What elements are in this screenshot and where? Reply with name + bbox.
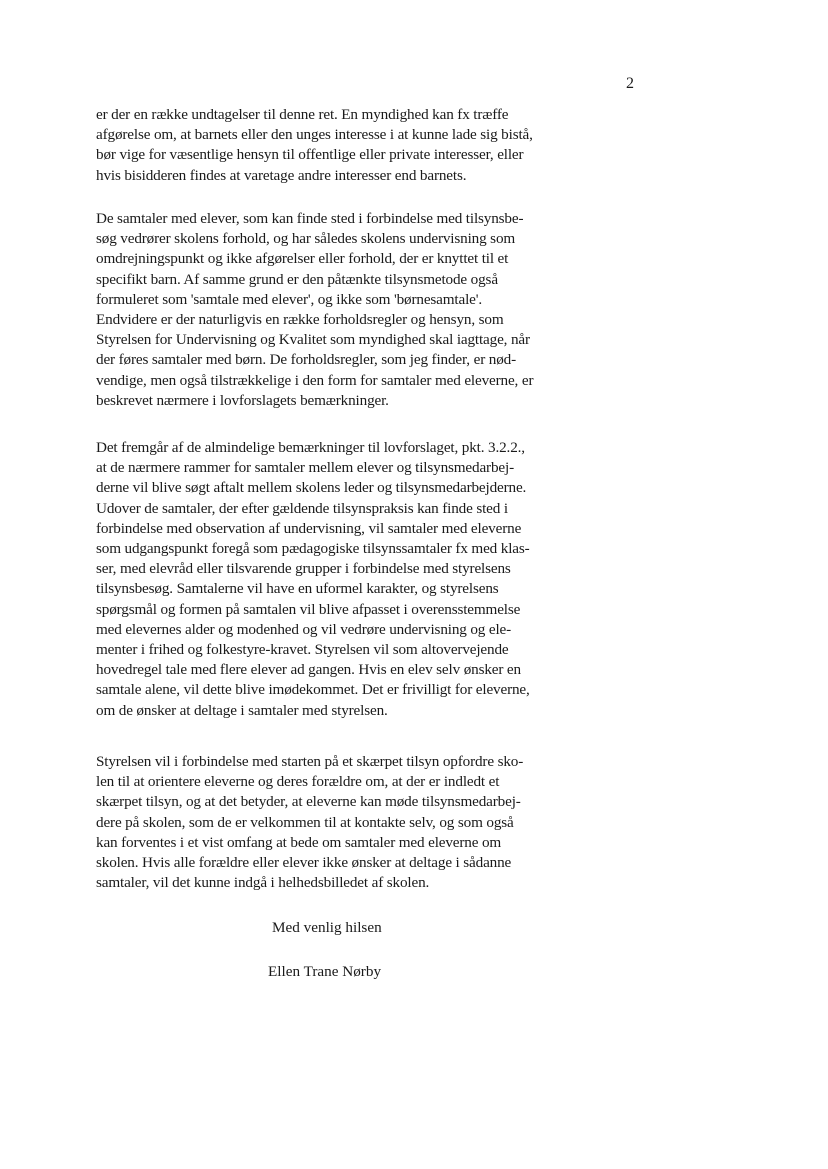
text-line: skærpet tilsyn, og at det betyder, at eleverne kan møde tilsynsmedarbej- xyxy=(96,793,521,811)
text-line: om de ønsker at deltage i samtaler med styrelsen. xyxy=(96,701,388,719)
text-line: forbindelse med observation af undervisning, vil samtaler med eleverne xyxy=(96,519,522,537)
paragraph xyxy=(96,105,596,186)
text-line: dere på skolen, som de er velkommen til at kontakte selv, og som også xyxy=(96,813,514,831)
text-line: formuleret som 'samtale med elever', og ikke som 'børnesamtale'. xyxy=(96,290,482,308)
text-line: tilsynsbesøg. Samtalerne vil have en uformel karakter, og styrelsens xyxy=(96,580,499,598)
text-line: ser, med elevråd eller tilsvarende grupper i forbindelse med styrelsens xyxy=(96,560,511,578)
text-line: samtale alene, vil dette blive imødekommet. Det er frivilligt for eleverne, xyxy=(96,681,530,699)
text-line: med elevernes alder og modenhed og vil vedrøre undervisning og ele- xyxy=(96,620,512,638)
text-line: spørgsmål og formen på samtalen vil blive afpasset i overensstemmelse xyxy=(96,600,521,618)
text-line: Udover de samtaler, der efter gældende tilsynspraksis kan finde sted i xyxy=(96,499,508,517)
text-line: hovedregel tale med flere elever ad gangen. Hvis en elev selv ønsker en xyxy=(96,661,521,679)
text-line: De samtaler med elever, som kan finde sted i forbindelse med tilsynsbe- xyxy=(96,210,524,227)
text-line: skolen. Hvis alle forældre eller elever ikke ønsker at deltage i sådanne xyxy=(96,854,512,872)
text-line: Styrelsen for Undervisning og Kvalitet som myndighed skal iagttage, når xyxy=(96,331,530,349)
text-line: vendige, men også tilstrækkelige i den form for samtaler med eleverne, er xyxy=(96,371,534,389)
text-line: bør vige for væsentlige hensyn til offentlige eller private interesser, eller xyxy=(96,146,524,164)
text-line: beskrevet nærmere i lovforslagets bemærkninger. xyxy=(96,391,389,409)
text-line: søg vedrører skolens forhold, og har således skolens undervisning som xyxy=(96,230,516,248)
text-line: menter i frihed og folkestyre-kravet. Styrelsen vil som altovervejende xyxy=(96,641,509,659)
signature-name: Ellen Trane Nørby xyxy=(268,963,382,980)
paragraph xyxy=(96,209,596,411)
text-line: samtaler, vil det kunne indgå i helhedsbilledet af skolen. xyxy=(96,874,430,892)
text-line: omdrejningspunkt og ikke afgørelser eller forhold, der er knyttet til et xyxy=(96,250,509,268)
paragraph xyxy=(96,752,596,893)
text-line: der føres samtaler med børn. De forholdsregler, som jeg finder, er nød- xyxy=(96,351,516,369)
text-line: Styrelsen vil i forbindelse med starten på et skærpet tilsyn opfordre sko- xyxy=(96,753,524,770)
text-line: som udgangspunkt foregå som pædagogiske tilsynssamtaler fx med klas- xyxy=(96,540,530,558)
text-line: er der en række undtagelser til denne ret. En myndighed kan fx træffe xyxy=(96,106,509,123)
text-line: afgørelse om, at barnets eller den unges interesse i at kunne lade sig bistå, xyxy=(96,126,533,144)
text-line: Det fremgår af de almindelige bemærkninger til lovforslaget, pkt. 3.2.2., xyxy=(96,439,525,456)
text-line: specifikt barn. Af samme grund er den påtænkte tilsynsmetode også xyxy=(96,270,498,288)
text-line: Endvidere er der naturligvis en række forholdsregler og hensyn, som xyxy=(96,311,504,329)
paragraph xyxy=(96,438,596,721)
text-line: at de nærmere rammer for samtaler mellem elever og tilsynsmedarbej- xyxy=(96,459,514,477)
text-line: derne vil blive søgt aftalt mellem skolens leder og tilsynsmedarbejderne. xyxy=(96,479,527,497)
text-line: len til at orientere eleverne og deres forældre om, at der er indledt et xyxy=(96,773,500,791)
page-number: 2 xyxy=(626,75,634,92)
text-line: kan forventes i et vist omfang at bede om samtaler med eleverne om xyxy=(96,833,502,851)
text-line: hvis bisidderen findes at varetage andre interesser end barnets. xyxy=(96,166,467,184)
closing-greeting: Med venlig hilsen xyxy=(272,919,382,936)
